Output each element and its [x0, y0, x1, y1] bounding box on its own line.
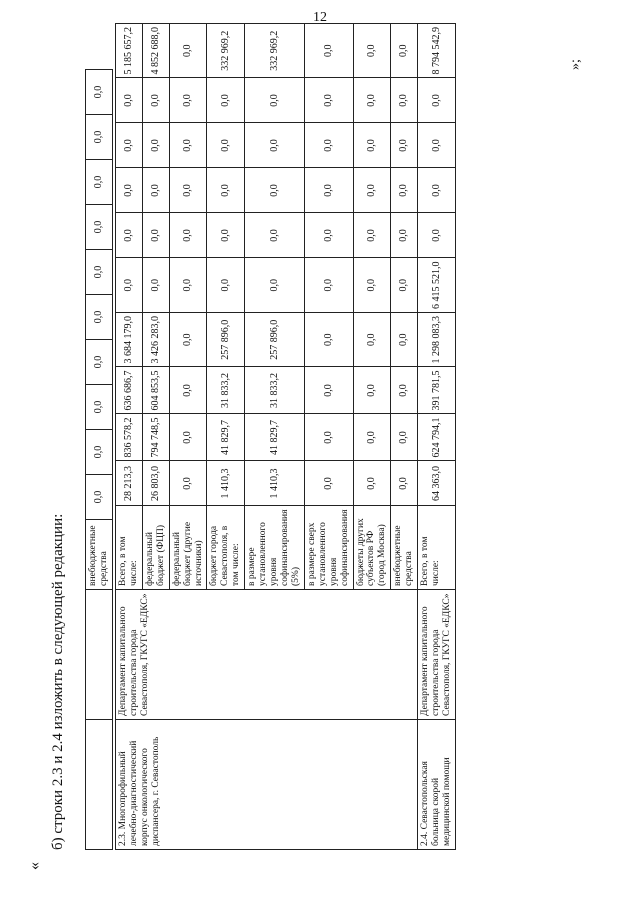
value-cell: 0,0 — [353, 23, 391, 78]
value-cell: 0,0 — [391, 461, 418, 506]
value-cell: 391 781,5 — [418, 367, 456, 414]
value-cell: 0,0 — [207, 213, 245, 258]
value-cell: 0,0 — [169, 168, 207, 213]
value-cell: 257 896,0 — [245, 312, 305, 367]
value-cell: 0,0 — [142, 168, 169, 213]
value-cell: 0,0 — [116, 213, 143, 258]
value-cell: 0,0 — [86, 205, 113, 250]
value-cell: 0,0 — [169, 414, 207, 461]
value-cell: 0,0 — [142, 213, 169, 258]
value-cell: 0,0 — [391, 23, 418, 78]
page-number: 12 — [313, 10, 327, 25]
value-cell: 0,0 — [86, 250, 113, 295]
top-row — [86, 70, 113, 850]
value-cell: 0,0 — [169, 461, 207, 506]
value-cell: 0,0 — [391, 168, 418, 213]
executor-name: Департамент капитального строительства города Севастополя, ГКУГС «ЕДКС» — [418, 590, 456, 720]
value-cell: 0,0 — [86, 70, 113, 115]
close-quote: »; — [568, 59, 583, 70]
value-cell: 636 686,7 — [116, 367, 143, 414]
value-cell: 0,0 — [304, 23, 353, 78]
value-cell: 3 684 179,0 — [116, 312, 143, 367]
value-cell: 0,0 — [86, 430, 113, 475]
value-cell: 0,0 — [304, 461, 353, 506]
value-cell: 0,0 — [391, 78, 418, 123]
value-cell: 0,0 — [304, 213, 353, 258]
value-cell: 0,0 — [116, 78, 143, 123]
value-cell: 332 969,2 — [245, 23, 305, 78]
open-quote: « — [26, 862, 43, 870]
value-cell: 0,0 — [304, 78, 353, 123]
object-name: 2.4. Севастопольская больница скорой медицинской помощи — [418, 720, 456, 850]
value-cell: 0,0 — [353, 258, 391, 313]
value-cell: 41 829,7 — [245, 414, 305, 461]
value-cell: 0,0 — [245, 213, 305, 258]
value-cell: 0,0 — [245, 258, 305, 313]
value-cell: 0,0 — [116, 258, 143, 313]
value-cell: 0,0 — [169, 312, 207, 367]
funding-table — [115, 23, 456, 850]
value-cell: 0,0 — [353, 123, 391, 168]
value-cell: 0,0 — [304, 168, 353, 213]
value-cell: 0,0 — [391, 414, 418, 461]
value-cell: 0,0 — [207, 78, 245, 123]
value-cell: 0,0 — [304, 258, 353, 313]
value-cell: 0,0 — [86, 385, 113, 430]
value-cell: 1 410,3 — [207, 461, 245, 506]
top-row-table — [85, 69, 113, 850]
value-cell: 0,0 — [353, 461, 391, 506]
value-cell: 0,0 — [207, 123, 245, 168]
value-cell: 41 829,7 — [207, 414, 245, 461]
value-cell: 64 363,0 — [418, 461, 456, 506]
value-cell: 257 896,0 — [207, 312, 245, 367]
value-cell: 794 748,5 — [142, 414, 169, 461]
source-label: Всего, в том числе: — [418, 506, 456, 590]
source-label: федеральный бюджет (ФЦП) — [142, 506, 169, 590]
top-row-label: внебюджетные средства — [86, 520, 113, 590]
value-cell: 0,0 — [86, 115, 113, 160]
value-cell: 0,0 — [245, 123, 305, 168]
source-label: в размере установленного уровня софинансирования (5%) — [245, 506, 305, 590]
value-cell: 0,0 — [245, 78, 305, 123]
value-cell: 0,0 — [142, 258, 169, 313]
value-cell: 4 852 688,0 — [142, 23, 169, 78]
top-row-empty-cell — [86, 590, 113, 720]
value-cell: 31 833,2 — [207, 367, 245, 414]
value-cell: 0,0 — [169, 258, 207, 313]
value-cell: 0,0 — [116, 123, 143, 168]
value-cell: 0,0 — [391, 123, 418, 168]
value-cell: 0,0 — [116, 168, 143, 213]
value-cell: 332 969,2 — [207, 23, 245, 78]
value-cell: 0,0 — [391, 213, 418, 258]
value-cell: 26 803,0 — [142, 461, 169, 506]
value-cell: 0,0 — [207, 168, 245, 213]
value-cell: 1 410,3 — [245, 461, 305, 506]
value-cell: 0,0 — [142, 78, 169, 123]
value-cell: 0,0 — [169, 78, 207, 123]
value-cell: 0,0 — [391, 258, 418, 313]
value-cell: 0,0 — [86, 340, 113, 385]
value-cell: 0,0 — [86, 160, 113, 205]
value-cell: 0,0 — [245, 168, 305, 213]
value-cell: 0,0 — [304, 414, 353, 461]
value-cell: 5 185 657,2 — [116, 23, 143, 78]
value-cell: 0,0 — [304, 123, 353, 168]
value-cell: 0,0 — [353, 168, 391, 213]
table-row — [418, 23, 456, 849]
value-cell: 0,0 — [304, 367, 353, 414]
source-label: бюджет города Севастополя, в том числе: — [207, 506, 245, 590]
value-cell: 624 794,1 — [418, 414, 456, 461]
value-cell: 0,0 — [418, 213, 456, 258]
value-cell: 3 426 283,0 — [142, 312, 169, 367]
rotated-content — [20, 20, 620, 890]
value-cell: 0,0 — [86, 295, 113, 340]
value-cell: 0,0 — [418, 123, 456, 168]
value-cell: 0,0 — [353, 414, 391, 461]
value-cell: 0,0 — [142, 123, 169, 168]
value-cell: 0,0 — [207, 258, 245, 313]
source-label: Всего, в том числе: — [116, 506, 143, 590]
table-row — [116, 23, 143, 849]
value-cell: 0,0 — [353, 78, 391, 123]
value-cell: 0,0 — [391, 367, 418, 414]
value-cell: 31 833,2 — [245, 367, 305, 414]
top-row-empty-cell — [86, 720, 113, 850]
value-cell: 604 853,5 — [142, 367, 169, 414]
section-subtitle: б) строки 2.3 и 2.4 изложить в следующей редакции: — [50, 513, 66, 850]
object-name: 2.3. Многопрофильный лечебно-диагностический корпус онкологического диспансера, г. Севастополь — [116, 720, 418, 850]
value-cell: 0,0 — [418, 78, 456, 123]
value-cell: 1 298 083,3 — [418, 312, 456, 367]
source-label: бюджеты других субъектов РФ (город Москва) — [353, 506, 391, 590]
value-cell: 0,0 — [391, 312, 418, 367]
executor-name: Департамент капитального строительства города Севастополя, ГКУГС «ЕДКС» — [116, 590, 418, 720]
value-cell: 6 415 521,0 — [418, 258, 456, 313]
source-label: внебюджетные средства — [391, 506, 418, 590]
value-cell: 0,0 — [304, 312, 353, 367]
source-label: в размере сверх установленного уровня софинансирования — [304, 506, 353, 590]
value-cell: 0,0 — [169, 123, 207, 168]
value-cell: 0,0 — [86, 475, 113, 520]
value-cell: 0,0 — [169, 367, 207, 414]
value-cell: 28 213,3 — [116, 461, 143, 506]
value-cell: 0,0 — [169, 23, 207, 78]
value-cell: 0,0 — [353, 367, 391, 414]
value-cell: 0,0 — [353, 312, 391, 367]
value-cell: 0,0 — [418, 168, 456, 213]
source-label: федеральный бюджет (другие источники) — [169, 506, 207, 590]
value-cell: 836 578,2 — [116, 414, 143, 461]
value-cell: 8 794 542,9 — [418, 23, 456, 78]
value-cell: 0,0 — [353, 213, 391, 258]
value-cell: 0,0 — [169, 213, 207, 258]
